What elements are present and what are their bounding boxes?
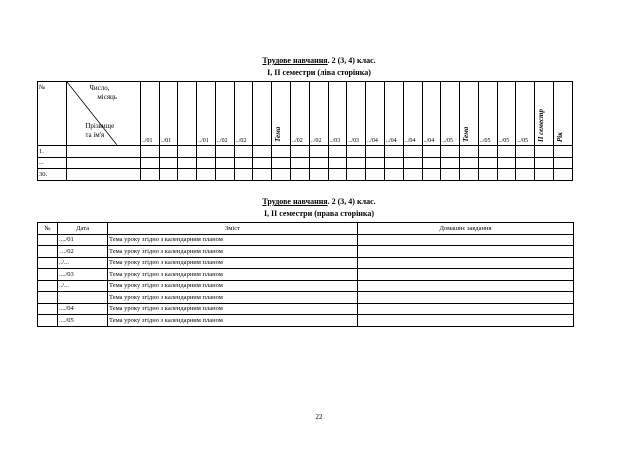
lesson-date-cell: ../... bbox=[58, 280, 108, 292]
grade-cell[interactable] bbox=[422, 169, 441, 181]
right-date-header: Дата bbox=[58, 223, 108, 235]
lesson-num-cell[interactable] bbox=[38, 246, 58, 258]
grade-cell[interactable] bbox=[347, 146, 366, 158]
date-header: ../05 bbox=[497, 82, 516, 146]
prizv-label: Прізвище bbox=[85, 122, 115, 130]
lesson-row bbox=[38, 280, 574, 292]
date-header: ../01 bbox=[197, 82, 216, 146]
date-header: ../01 bbox=[159, 82, 178, 146]
lesson-date-cell: ..../04 bbox=[58, 303, 108, 315]
tema2-header bbox=[460, 82, 479, 146]
lesson-date-cell: ../... bbox=[58, 257, 108, 269]
page-number: 22 bbox=[315, 413, 323, 421]
grade-cell[interactable] bbox=[197, 157, 216, 169]
grade-cell[interactable] bbox=[291, 157, 310, 169]
lesson-homework-cell[interactable] bbox=[358, 315, 574, 327]
grade-cell[interactable] bbox=[67, 169, 140, 181]
left-subtitle: І, ІІ семестри (ліва сторінка) bbox=[267, 68, 371, 77]
grade-cell[interactable] bbox=[535, 146, 554, 158]
lesson-content-cell: Тема уроку згідно з календарним планом bbox=[108, 246, 358, 258]
grade-cell[interactable] bbox=[253, 146, 272, 158]
lesson-date-cell bbox=[58, 292, 108, 304]
lesson-homework-cell[interactable] bbox=[358, 280, 574, 292]
lesson-num-cell[interactable] bbox=[38, 292, 58, 304]
lesson-num-cell[interactable] bbox=[38, 315, 58, 327]
grade-cell[interactable] bbox=[140, 157, 159, 169]
right-num-header: № bbox=[38, 223, 58, 235]
semestr-header bbox=[535, 82, 554, 146]
date-header: ../05 bbox=[478, 82, 497, 146]
lesson-date-cell: ..../01 bbox=[58, 234, 108, 246]
date-header: ../05 bbox=[441, 82, 460, 146]
student-row bbox=[38, 157, 573, 169]
lesson-num-cell[interactable] bbox=[38, 234, 58, 246]
lesson-row bbox=[38, 303, 574, 315]
lesson-homework-cell[interactable] bbox=[358, 269, 574, 281]
misyats-label: місяць bbox=[97, 93, 117, 101]
date-header: ../03 bbox=[328, 82, 347, 146]
grade-cell[interactable] bbox=[497, 157, 516, 169]
student-row bbox=[38, 169, 573, 181]
date-header: ../01 bbox=[140, 82, 159, 146]
grade-cell[interactable] bbox=[366, 169, 385, 181]
grade-cell[interactable] bbox=[422, 146, 441, 158]
lesson-content-cell: Тема уроку згідно з календарним планом bbox=[108, 292, 358, 304]
grade-cell[interactable] bbox=[403, 157, 422, 169]
grade-cell[interactable] bbox=[516, 157, 535, 169]
date-header bbox=[178, 82, 197, 146]
lesson-date-cell: …/02 bbox=[58, 246, 108, 258]
grade-cell[interactable] bbox=[535, 169, 554, 181]
grade-cell[interactable] bbox=[215, 169, 234, 181]
chislo-label: Число, bbox=[89, 84, 110, 92]
grade-cell[interactable] bbox=[535, 157, 554, 169]
row-number: ... bbox=[38, 157, 67, 169]
left-header-row bbox=[38, 82, 573, 146]
grade-cell[interactable] bbox=[253, 157, 272, 169]
tema1-label: Тема bbox=[274, 126, 283, 142]
tema2-label: Тема bbox=[462, 126, 471, 142]
left-page-grid bbox=[37, 81, 573, 181]
right-subtitle: І, ІІ семестри (права сторінка) bbox=[263, 209, 375, 218]
grade-cell[interactable] bbox=[159, 157, 178, 169]
row-number: 30. bbox=[38, 169, 67, 181]
date-header: ../05 bbox=[516, 82, 535, 146]
grade-cell[interactable] bbox=[497, 146, 516, 158]
right-content-header: Зміст bbox=[108, 223, 358, 235]
tema1-header bbox=[272, 82, 291, 146]
grade-cell[interactable] bbox=[460, 146, 479, 158]
grade-cell[interactable] bbox=[497, 169, 516, 181]
grade-cell[interactable] bbox=[441, 146, 460, 158]
lesson-row bbox=[38, 315, 574, 327]
lesson-content-cell: Тема уроку згідно з календарним планом bbox=[108, 303, 358, 315]
right-title-rest: . 2 (3, 4) клас. bbox=[327, 197, 376, 206]
date-name-header bbox=[67, 82, 140, 146]
num-header: № bbox=[38, 82, 67, 146]
grade-cell[interactable] bbox=[384, 157, 403, 169]
grade-cell[interactable] bbox=[478, 157, 497, 169]
grade-cell[interactable] bbox=[215, 157, 234, 169]
right-title-subject: Трудове навчання bbox=[262, 197, 328, 206]
grade-cell[interactable] bbox=[309, 169, 328, 181]
grade-cell[interactable] bbox=[234, 146, 253, 158]
grade-cell[interactable] bbox=[516, 169, 535, 181]
grade-cell[interactable] bbox=[366, 146, 385, 158]
grade-cell[interactable] bbox=[178, 169, 197, 181]
date-header: ../04 bbox=[422, 82, 441, 146]
lesson-num-cell[interactable] bbox=[38, 269, 58, 281]
lesson-row bbox=[38, 257, 574, 269]
date-header: ../02 bbox=[215, 82, 234, 146]
lesson-homework-cell[interactable] bbox=[358, 234, 574, 246]
imya-label: та ім'я bbox=[85, 131, 105, 139]
grade-cell[interactable] bbox=[140, 146, 159, 158]
lesson-homework-cell[interactable] bbox=[358, 257, 574, 269]
grade-cell[interactable] bbox=[159, 169, 178, 181]
grade-cell[interactable] bbox=[178, 157, 197, 169]
rik-header bbox=[553, 82, 572, 146]
grade-cell[interactable] bbox=[291, 146, 310, 158]
student-row bbox=[38, 146, 573, 158]
grade-cell[interactable] bbox=[215, 146, 234, 158]
date-header: ../02 bbox=[291, 82, 310, 146]
grade-cell[interactable] bbox=[460, 169, 479, 181]
lesson-row bbox=[38, 269, 574, 281]
row-number: 1. bbox=[38, 146, 67, 158]
grade-cell[interactable] bbox=[234, 157, 253, 169]
lesson-homework-cell[interactable] bbox=[358, 303, 574, 315]
lesson-date-cell: ..../05 bbox=[58, 315, 108, 327]
grade-cell[interactable] bbox=[272, 146, 291, 158]
right-homework-header: Домашнє завдання bbox=[358, 223, 574, 235]
right-page-table bbox=[37, 222, 574, 327]
left-title bbox=[0, 56, 638, 66]
grade-cell[interactable] bbox=[253, 169, 272, 181]
lesson-content-cell: Тема уроку згідно з календарним планом bbox=[108, 269, 358, 281]
grade-cell[interactable] bbox=[347, 169, 366, 181]
grade-cell[interactable] bbox=[553, 169, 572, 181]
lesson-num-cell[interactable] bbox=[38, 303, 58, 315]
grade-cell[interactable] bbox=[309, 157, 328, 169]
date-header: ../02 bbox=[309, 82, 328, 146]
grade-cell[interactable] bbox=[67, 157, 140, 169]
date-header: ../04 bbox=[384, 82, 403, 146]
grade-cell[interactable] bbox=[328, 169, 347, 181]
lesson-row bbox=[38, 246, 574, 258]
lesson-homework-cell[interactable] bbox=[358, 292, 574, 304]
date-header: ../04 bbox=[366, 82, 385, 146]
grade-cell[interactable] bbox=[478, 146, 497, 158]
grade-cell[interactable] bbox=[309, 146, 328, 158]
grade-cell[interactable] bbox=[403, 146, 422, 158]
grade-cell[interactable] bbox=[516, 146, 535, 158]
grade-cell[interactable] bbox=[67, 146, 140, 158]
grade-cell[interactable] bbox=[384, 146, 403, 158]
grade-cell[interactable] bbox=[478, 169, 497, 181]
lesson-num-cell[interactable] bbox=[38, 257, 58, 269]
lesson-date-cell: ..../03 bbox=[58, 269, 108, 281]
grade-cell[interactable] bbox=[441, 169, 460, 181]
grade-cell[interactable] bbox=[234, 169, 253, 181]
date-header bbox=[253, 82, 272, 146]
left-title-rest: . 2 (3, 4) клас. bbox=[327, 56, 376, 65]
date-header: ../03 bbox=[347, 82, 366, 146]
grade-cell[interactable] bbox=[422, 157, 441, 169]
grade-cell[interactable] bbox=[384, 169, 403, 181]
rik-label: Рік bbox=[555, 132, 564, 142]
lesson-num-cell[interactable] bbox=[38, 280, 58, 292]
grade-cell[interactable] bbox=[441, 157, 460, 169]
semestr-label: ІІ семестр bbox=[537, 108, 546, 142]
grade-cell[interactable] bbox=[403, 169, 422, 181]
lesson-content-cell: Тема уроку згідно з календарним планом bbox=[108, 257, 358, 269]
grade-cell[interactable] bbox=[553, 146, 572, 158]
grade-cell[interactable] bbox=[328, 146, 347, 158]
lesson-content-cell: Тема уроку згідно з календарним планом bbox=[108, 234, 358, 246]
grade-cell[interactable] bbox=[553, 157, 572, 169]
lesson-homework-cell[interactable] bbox=[358, 246, 574, 258]
grade-cell[interactable] bbox=[460, 157, 479, 169]
grade-cell[interactable] bbox=[347, 157, 366, 169]
lesson-row bbox=[38, 234, 574, 246]
grade-cell[interactable] bbox=[140, 169, 159, 181]
left-title-subject: Трудове навчання bbox=[262, 56, 328, 65]
lesson-row bbox=[38, 292, 574, 304]
grade-cell[interactable] bbox=[272, 169, 291, 181]
grade-cell[interactable] bbox=[272, 157, 291, 169]
lesson-content-cell: Тема уроку згідно з календарним планом bbox=[108, 280, 358, 292]
grade-cell[interactable] bbox=[197, 146, 216, 158]
right-title bbox=[0, 197, 638, 207]
lesson-content-cell: Тема уроку згідно з календарним планом bbox=[108, 315, 358, 327]
grade-cell[interactable] bbox=[366, 157, 385, 169]
grade-cell[interactable] bbox=[328, 157, 347, 169]
date-header: ../04 bbox=[403, 82, 422, 146]
date-header: ../02 bbox=[234, 82, 253, 146]
grade-cell[interactable] bbox=[159, 146, 178, 158]
right-header-row bbox=[38, 223, 574, 235]
grade-cell[interactable] bbox=[178, 146, 197, 158]
grade-cell[interactable] bbox=[197, 169, 216, 181]
grade-cell[interactable] bbox=[291, 169, 310, 181]
